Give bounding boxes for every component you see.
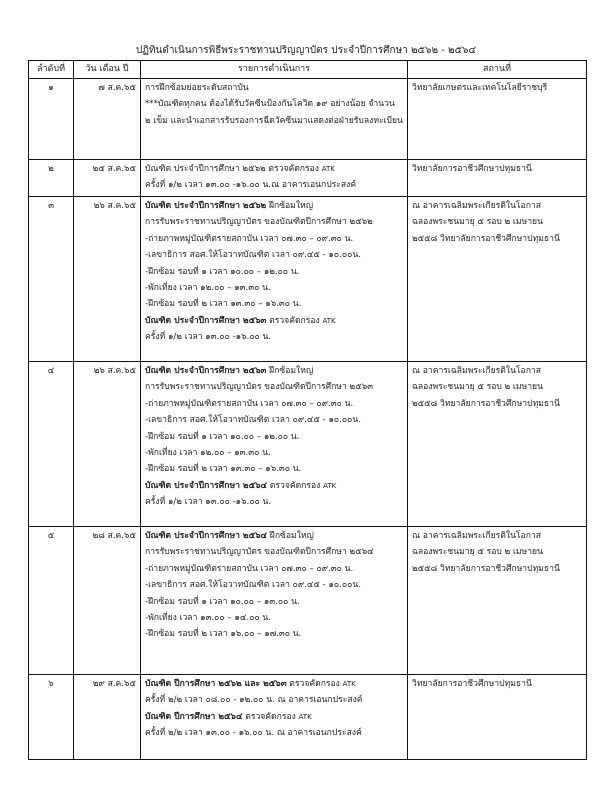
activity-text: ตรวจคัดกรอง [267, 480, 324, 491]
row-activity [141, 197, 408, 362]
graduate-year-label: บัณฑิต ประจำปีการศึกษา ๒๕๖๒ [145, 201, 267, 211]
row-date: ๒๘ ส.ค.๖๕ [74, 527, 141, 675]
row-date: ๒๕ ส.ค.๖๕ [74, 160, 141, 197]
place-line: ณ อาคารเฉลิมพระเกียรติในโอกาส [412, 531, 541, 541]
place-line: ๒๕๕๘ วิทยาลัยการอาชีวศึกษาปทุมธานี [412, 398, 560, 409]
row-date: ๒๖ ส.ค.๖๕ [74, 362, 141, 527]
activity-line: -ฝึกซ้อม รอบที่ ๑ เวลา ๑๐.๐๐ – ๑๓.๐๐ น. [145, 596, 300, 607]
row-place [408, 527, 587, 675]
activity-heading [145, 676, 403, 692]
activity-text: ตรวจคัดกรอง [286, 679, 343, 689]
place-line: ๒๕๕๘ วิทยาลัยการอาชีวศึกษาปทุมธานี [412, 563, 560, 574]
row-date: ๒๙ ส.ค.๖๕ [74, 675, 141, 760]
table-row [29, 527, 587, 675]
activity-line: -พักเที่ยง เวลา ๑๒.๐๐ – ๑๓.๓๐ น. [145, 448, 271, 459]
place-line: ฉลองพระชนมายุ ๕ รอบ ๒ เมษายน [412, 547, 543, 558]
row-place: วิทยาลัยเกษตรและเทคโนโลยีราชบุรี [408, 79, 587, 160]
row-place: วิทยาลัยการอาชีวศึกษาปทุมธานี [408, 675, 587, 760]
activity-line: -ถ่ายภาพหมู่บัณฑิตรายสถาบัน เวลา ๐๗.๓๐ – ๐๙.๓๐ น. [145, 398, 354, 409]
table-header-row [29, 61, 587, 79]
activity-line: -ฝึกซ้อม รอบที่ ๒ เวลา ๑๓.๓๐ – ๑๖.๓๐ น. [145, 299, 302, 310]
place-line: ฉลองพระชนมายุ ๕ รอบ ๒ เมษายน [412, 382, 543, 393]
activity-line: -ฝึกซ้อม รอบที่ ๑ เวลา ๑๐.๐๐ – ๑๒.๐๐ น. [145, 431, 300, 442]
activity-text: ตรวจคัดกรอง [242, 711, 299, 722]
activity-line: การฝึกซ้อมย่อยระดับสถาบัน [145, 83, 249, 93]
row-date: ๗ ส.ค.๖๕ [74, 79, 141, 160]
atk-label: ATK [322, 316, 336, 325]
activity-text: ฝึกซ้อมใหญ่ [267, 531, 314, 541]
activity-line: -เลขาธิการ สอศ.ให้โอวาทบัณฑิต เวลา ๐๙.๔๕ - ๑๐.๐๐น. [145, 250, 362, 261]
place-line: ๒๕๕๘ วิทยาลัยการอาชีวศึกษาปทุมธานี [412, 233, 560, 244]
activity-line: การรับพระราชทานปริญญาบัตร ของบัณฑิตปีการศึกษา ๒๕๖๓ [145, 382, 374, 393]
activity-line: -ฝึกซ้อม รอบที่ ๒ เวลา ๑๓.๓๐ – ๑๖.๓๐ น. [145, 464, 302, 475]
graduate-year-label: บัณฑิต ประจำปีการศึกษา ๒๕๖๓ [145, 315, 267, 326]
activity-heading [145, 478, 403, 494]
graduate-year-label: บัณฑิต ประจำปีการศึกษา ๒๕๖๔ [145, 531, 268, 541]
row-number: ๓ [29, 197, 74, 362]
row-number: ๑ [29, 79, 74, 160]
row-activity [141, 675, 408, 760]
row-number: ๒ [29, 160, 74, 197]
activity-heading [145, 198, 403, 214]
row-number: ๕ [29, 527, 74, 675]
row-activity [141, 79, 408, 160]
activity-line: ครั้งที่ ๒/๒ เวลา ๐๘.๐๐ - ๑๒.๐๐ น. ณ อาคารเอนกประสงค์ [145, 695, 363, 706]
activity-line: -ฝึกซ้อม รอบที่ ๒ เวลา ๑๖.๐๐ – ๑๗.๓๐ น. [145, 629, 302, 640]
table-row [29, 79, 587, 160]
atk-label: ATK [298, 712, 312, 721]
activity-line: ครั้งที่ ๑/๒ เวลา ๑๓.๐๐ -๑๖.๐๐ น.ณ อาคารเอนกประสงค์ [145, 180, 357, 191]
row-activity [141, 527, 408, 675]
activity-line: -ฝึกซ้อม รอบที่ ๑ เวลา ๑๐.๐๐ – ๑๒.๐๐ น. [145, 266, 300, 277]
row-place: วิทยาลัยการอาชีวศึกษาปทุมธานี [408, 160, 587, 197]
header-date: วัน เดือน ปี [74, 61, 141, 79]
header-order: ลำดับที่ [29, 61, 74, 79]
header-place: สถานที่ [408, 61, 587, 79]
row-date: ๒๖ ส.ค.๖๕ [74, 197, 141, 362]
activity-line [145, 161, 403, 177]
document-title: ปฏิทินดำเนินการพิธีพระราชทานปริญญาบัตร ประจำปีการศึกษา ๒๕๖๒ - ๒๕๖๔ [135, 45, 477, 56]
atk-label: ATK [342, 680, 356, 688]
row-number: ๖ [29, 675, 74, 760]
table-row [29, 362, 587, 527]
place-line: ณ อาคารเฉลิมพระเกียรติในโอกาส [412, 201, 541, 211]
activity-text: ตรวจคัดกรอง [266, 315, 323, 326]
graduate-year-label: บัณฑิต ประจำปีการศึกษา ๒๕๖๔ [145, 480, 268, 491]
row-activity [141, 362, 408, 527]
activity-line: -พักเที่ยง เวลา ๑๓.๐๐ – ๑๔.๐๐ น. [145, 613, 271, 624]
activity-text: บัณฑิต ประจำปีการศึกษา ๒๕๖๒ ตรวจคัดกรอง [145, 164, 319, 174]
activity-line: -เลขาธิการ สอศ.ให้โอวาทบัณฑิต เวลา ๐๙.๔๕ - ๑๐.๐๐น. [145, 580, 362, 591]
place-line: ณ อาคารเฉลิมพระเกียรติในโอกาส [412, 366, 541, 376]
place-line: ฉลองพระชนมายุ ๕ รอบ ๒ เมษายน [412, 217, 543, 228]
activity-heading [145, 709, 403, 725]
activity-line: -ถ่ายภาพหมู่บัณฑิตรายสถาบัน เวลา ๐๗.๓๐ – ๐๙.๓๐ น. [145, 233, 354, 244]
activity-text: ฝึกซ้อมใหญ่ [266, 366, 314, 376]
activity-line: การรับพระราชทานปริญญาบัตร ของบัณฑิตปีการศึกษา ๒๕๖๒ [145, 217, 373, 228]
table-row [29, 197, 587, 362]
table-row [29, 675, 587, 760]
activity-line: -เลขาธิการ สอศ.ให้โอวาทบัณฑิต เวลา ๐๙.๔๕ - ๑๐.๐๐น. [145, 415, 362, 426]
graduate-year-label: บัณฑิต ปีการศึกษา ๒๕๖๔ [145, 711, 243, 722]
header-activity: รายการดำเนินการ [141, 61, 408, 79]
activity-note: ***บัณฑิตทุกคน ต้องได้รับวัคซีนป้องกันโควิด ๑๙ อย่างน้อย จำนวน ๒ เข็ม และนำเอกสารรับรองการฉีดวัคซีนมาแสดงต่อฝ่ายรับลงทะเบียน [145, 99, 403, 126]
row-number: ๔ [29, 362, 74, 527]
activity-heading [145, 313, 403, 329]
atk-label: ATK [323, 481, 337, 490]
activity-line: ครั้งที่ ๑/๒ เวลา ๑๓.๐๐ -๑๖.๐๐ น. [145, 332, 272, 343]
activity-line: -พักเที่ยง เวลา ๑๒.๐๐ – ๑๓.๓๐ น. [145, 283, 271, 294]
activity-text: ฝึกซ้อมใหญ่ [266, 201, 314, 211]
row-place [408, 197, 587, 362]
graduate-year-label: บัณฑิต ปีการศึกษา ๒๕๖๒ และ ๒๕๖๓ [145, 679, 287, 689]
table-row [29, 160, 587, 197]
activity-heading [145, 363, 403, 379]
schedule-table [28, 60, 587, 760]
activity-heading [145, 528, 403, 544]
activity-line: ครั้งที่ ๑/๒ เวลา ๑๓.๐๐ -๑๖.๐๐ น. [145, 497, 272, 508]
activity-line: การรับพระราชทานปริญญาบัตร ของบัณฑิตปีการศึกษา ๒๕๖๔ [145, 547, 374, 558]
row-activity [141, 160, 408, 197]
activity-line: -ถ่ายภาพหมู่บัณฑิตรายสถาบัน เวลา ๐๗.๓๐ – ๐๙.๓๐ น. [145, 563, 354, 574]
activity-line: ครั้งที่ ๒/๒ เวลา ๑๓.๐๐ - ๑๖.๐๐ น. ณ อาคารเอนกประสงค์ [145, 728, 362, 739]
atk-label: ATK [321, 165, 335, 173]
graduate-year-label: บัณฑิต ประจำปีการศึกษา ๒๕๖๓ [145, 366, 267, 376]
row-place [408, 362, 587, 527]
